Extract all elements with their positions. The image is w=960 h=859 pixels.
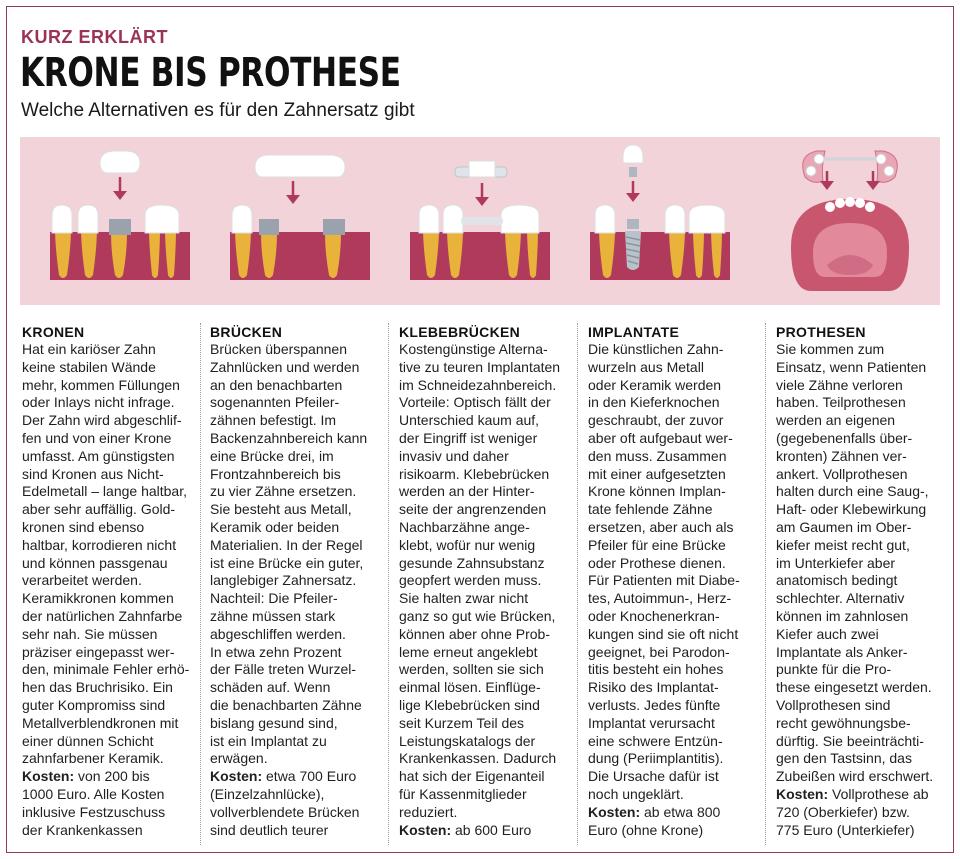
cost-label: Kosten: — [399, 821, 452, 838]
column-divider — [388, 323, 389, 845]
cost-text: ab 600 Euro — [451, 821, 532, 838]
implant-illustration-icon — [585, 137, 735, 305]
kicker: KURZ ERKLÄRT — [21, 27, 168, 47]
column-body: Die künstlichen Zahn- wurzeln aus Metall oder Keramik werden in den Kieferknochen geschraubt, der zuvor aber oft aufgebaut wer- den muss. Zusammen mit einer aufgesetzten Krone können Implan- tate fehlende Zähne ersetzen, aber auch als Pfeiler für eine Brücke oder Prothese dienen. Für Patienten mit Diabe- tes, Autoimmun-, Herz- oder Knochenerkran- kungen sind sie oft nicht geeignet, bei Parodon- titis besteht ein hohes Risiko des Implantat- verlusts. Jedes fünfte Implantat verursacht eine schwere Entzün- dung (Periimplantitis). Die Ursache dafür ist noch ungeklärt. — [588, 341, 740, 802]
subhead: Welche Alternativen es für den Zahnersatz gibt — [21, 100, 415, 121]
column-implantate — [588, 323, 758, 839]
adhesive-bridge-illustration-icon — [405, 137, 555, 305]
cost-text: etwa 700 Euro (Einzelzahnlücke), vollverblendete Brücken sind deutlich teurer — [210, 768, 360, 838]
column-body: Sie kommen zum Einsatz, wenn Patienten viele Zähne verloren haben. Teilprothesen werden an eigenen (gegebenenfalls über- kronten) Zähnen ver- ankert. Vollprothesen halten durch eine Saug-, Haft- oder Klebewirkung am Gaumen im Ober- kiefer meist recht gut, im Unterkiefer aber anatomisch bedingt schlechter. Alternativ können im zahnlosen Kiefer auch zwei Implantate als Anker- punkte für die Pro- these eingesetzt werden. Vollprothesen sind recht gewöhnungsbe- dürftig. Sie beeinträchti- gen den Tastsinn, das Zubeißen wird erschwert. — [776, 341, 934, 785]
column-prothesen — [776, 323, 946, 839]
column-body: Kostengünstige Alterna- tive zu teuren Implantaten im Schneidezahnbereich. Vorteile: Optisch fällt der Unterschied kaum auf, der Eingriff ist weniger invasiv und daher risikoarm. Klebebrücken werden an der Hinter- seite der angrenzenden Nachbarzähne ange- klebt, wofür nur wenig gesunde Zahnsubstanz geopfert werden muss. Sie halten zwar nicht ganz so gut wie Brücken, können aber ohne Prob- leme erneut angeklebt werden, sollten sie sich einmal lösen. Einflüge- lige Klebebrücken sind seit Kurzem Teil des Leistungskatalogs der Krankenkassen. Dadurch hat sich der Eigenanteil für Kassenmitglieder reduziert. — [399, 341, 561, 820]
column-bruecken — [210, 323, 380, 839]
column-cost — [210, 768, 380, 839]
cost-label: Kosten: — [210, 768, 263, 785]
cost-label: Kosten: — [22, 768, 75, 785]
illustration-band — [20, 137, 940, 305]
column-divider — [577, 323, 578, 845]
column-title: IMPLANTATE — [588, 324, 680, 340]
column-cost — [776, 786, 946, 839]
column-title: PROTHESEN — [776, 324, 866, 340]
cost-text: von 200 bis 1000 Euro. Alle Kosten inklusive Festzuschuss der Krankenkassen — [22, 768, 166, 838]
denture-illustration-icon — [775, 137, 925, 305]
column-divider — [765, 323, 766, 845]
cost-text: Vollprothese ab 720 (Oberkiefer) bzw. 775 Euro (Unterkiefer) — [776, 785, 929, 838]
column-body: Brücken überspannen Zahnlücken und werden an den benachbarten sogenannten Pfeiler- zähnen befestigt. Im Backenzahnbereich kann eine Brücke drei, im Frontzahnbereich bis zu vier Zähne ersetzen. Sie besteht aus Metall, Keramik oder beiden Materialien. In der Regel ist eine Brücke ein guter, langlebiger Zahnersatz. Nachteil: Die Pfeiler- zähne müssen stark abgeschliffen werden. In etwa zehn Prozent der Fälle treten Wurzel- schäden auf. Wenn die benachbarten Zähne bislang gesund sind, ist ein Implantat zu erwägen. — [210, 341, 368, 767]
column-klebebruecken — [399, 323, 569, 839]
cost-text: ab etwa 800 Euro (ohne Krone) — [588, 803, 721, 838]
crown-illustration-icon — [45, 137, 195, 305]
cost-label: Kosten: — [588, 803, 641, 820]
column-cost — [399, 822, 569, 840]
column-title: KLEBEBRÜCKEN — [399, 324, 521, 340]
column-divider — [200, 323, 201, 845]
column-title: KRONEN — [22, 324, 85, 340]
column-cost — [588, 804, 758, 840]
column-title: BRÜCKEN — [210, 324, 283, 340]
column-body: Hat ein kariöser Zahn keine stabilen Wände mehr, kommen Füllungen oder Inlays nicht infrage. Der Zahn wird abgeschlif- fen und von einer Krone umfasst. Am günstigsten sind Kronen aus Nicht- Edelmetall – lange haltbar, aber sehr auffällig. Gold- kronen sind ebenso haltbar, korrodieren nicht und können passgenau verarbeitet werden. Keramikkronen kommen der natürlichen Zahnfarbe sehr nah. Sie müssen präziser eingepasst wer- den, minimale Fehler erhö- hen das Bruchrisiko. Ein guter Kompromiss sind Metallverblendkronen mit einer dünnen Schicht zahnfarbener Keramik. — [22, 341, 190, 767]
headline: KRONE BIS PROTHESE — [20, 50, 401, 96]
column-cost — [22, 768, 192, 839]
column-kronen — [22, 323, 192, 839]
cost-label: Kosten: — [776, 785, 829, 802]
bridge-illustration-icon — [225, 137, 375, 305]
